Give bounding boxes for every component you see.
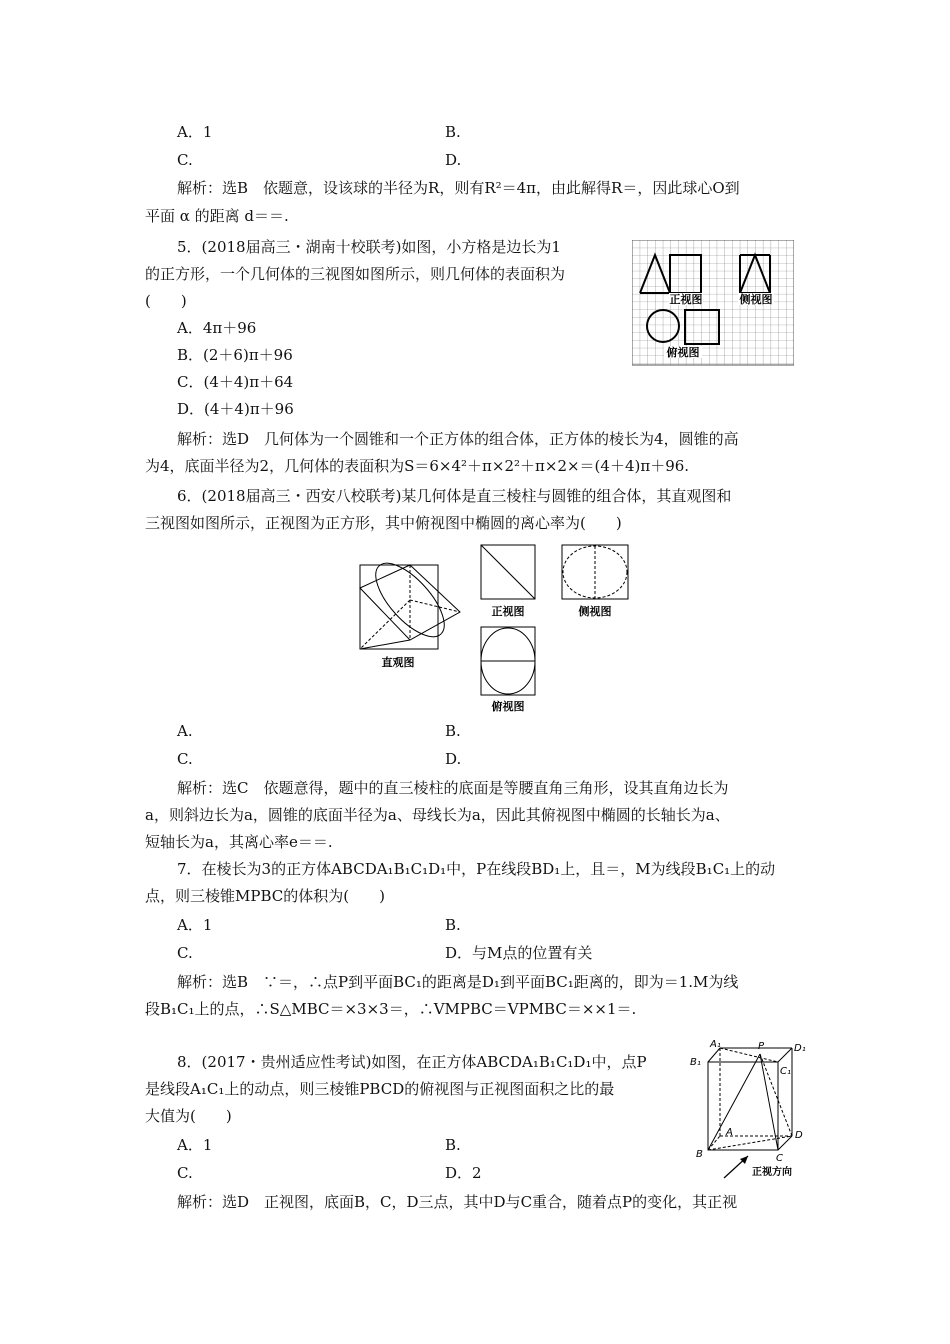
q6-option-a: A. [177, 722, 193, 740]
q8-solution-line1: 解析：选D 正视图，底面B，C，D三点，其中D与C重合，随着点P的变化，其正视 [177, 1193, 738, 1211]
q5-three-view-grid-figure [632, 240, 794, 368]
q6-stem-line1: 6．(2018届高三・西安八校联考)某几何体是直三棱柱与圆锥的组合体，其直观图和 [177, 487, 732, 505]
q6-top-view-label: 俯视图 [491, 700, 525, 713]
q8-option-a: A．1 [177, 1136, 213, 1154]
q4-option-c: C. [177, 151, 193, 169]
q5-stem-line2: 的正方形，一个几何体的三视图如图所示，则几何体的表面积为 [145, 265, 566, 283]
q7-option-d: D．与M点的位置有关 [445, 944, 593, 962]
q5-option-c: C．(4＋4)π＋64 [177, 373, 294, 391]
q6-direct-view [360, 552, 460, 649]
q5-stem-line3: ( ) [145, 292, 187, 310]
q4-solution-line2: 平面 α 的距离 d＝＝. [145, 207, 289, 225]
q8-option-c: C. [177, 1164, 193, 1182]
q6-front-view-label: 正视图 [491, 605, 525, 618]
q8-label-C1: C₁ [780, 1066, 791, 1077]
q5-solution-line1: 解析：选D 几何体为一个圆锥和一个正方体的组合体，正方体的棱长为4，圆锥的高 [177, 430, 739, 448]
q4-option-a: A．1 [177, 123, 213, 141]
q6-stem-line2: 三视图如图所示，正视图为正方形，其中俯视图中椭圆的离心率为( ) [145, 514, 622, 532]
q4-option-d: D. [445, 151, 462, 169]
q5-option-a: A．4π＋96 [177, 319, 257, 337]
q6-option-d: D. [445, 750, 462, 768]
q5-top-view-label: 俯视图 [666, 346, 700, 359]
q8-option-b: B. [445, 1136, 461, 1154]
q7-stem-line1: 7．在棱长为3的正方体ABCDA₁B₁C₁D₁中，P在线段BD₁上，且＝，M为线段B₁C₁上的动 [177, 860, 776, 878]
q7-solution-line1: 解析：选B ∵＝，∴点P到平面BC₁的距离是D₁到平面BC₁距离的，即为＝1.M为线 [177, 973, 739, 991]
q8-stem-line2: 是线段A₁C₁上的动点，则三棱锥PBCD的俯视图与正视图面积之比的最 [145, 1080, 615, 1098]
q8-label-B1: B₁ [690, 1057, 701, 1068]
q4-option-b: B. [445, 123, 461, 141]
q8-stem-line1: 8．(2017・贵州适应性考试)如图，在正方体ABCDA₁B₁C₁D₁中，点P [177, 1053, 647, 1071]
q8-stem-line3: 大值为( ) [145, 1107, 232, 1125]
q7-solution-line2: 段B₁C₁上的点，∴S△MBC＝×3×3＝，∴VMPBC＝VPMBC＝××1＝. [145, 1000, 637, 1018]
q7-option-b: B. [445, 916, 461, 934]
q5-stem-line1: 5．(2018届高三・湖南十校联考)如图，小方格是边长为1 [177, 238, 561, 256]
q5-front-view-label: 正视图 [669, 293, 703, 306]
q6-direct-view-label: 直观图 [381, 656, 415, 669]
q7-option-a: A．1 [177, 916, 213, 934]
q8-label-A1: A₁ [710, 1040, 721, 1050]
q7-option-c: C. [177, 944, 193, 962]
q5-solution-line2: 为4，底面半径为2，几何体的表面积为S＝6×4²＋π×2²＋π×2×＝(4＋4)π＋96. [145, 457, 690, 475]
q8-label-D: D [795, 1130, 803, 1141]
q6-solution-line2: a，则斜边长为a，圆锥的底面半径为a、母线长为a，因此其俯视图中椭圆的长轴长为a、 [145, 806, 730, 824]
q8-label-D1: D₁ [794, 1043, 806, 1054]
q6-side-view-label: 侧视图 [578, 605, 612, 618]
q8-label-C: C [776, 1153, 783, 1164]
q5-side-view-label: 侧视图 [739, 293, 773, 306]
q5-option-d: D．(4＋4)π＋96 [177, 400, 294, 418]
q6-solution-line1: 解析：选C 依题意得，题中的直三棱柱的底面是等腰直角三角形，设其直角边长为 [177, 779, 729, 797]
q8-label-B: B [696, 1149, 703, 1160]
q7-stem-line2: 点，则三棱锥MPBC的体积为( ) [145, 887, 385, 905]
q8-option-d: D．2 [445, 1164, 482, 1182]
q4-solution-line1: 解析：选B 依题意，设该球的半径为R，则有R²＝4π，由此解得R＝，因此球心O到 [177, 179, 740, 197]
q8-label-P: P [758, 1041, 765, 1052]
q6-solution-line3: 短轴长为a，其离心率e＝＝. [145, 833, 333, 851]
q6-option-c: C. [177, 750, 193, 768]
q8-direction-label: 正视方向 [752, 1167, 792, 1178]
q8-label-A: A [726, 1127, 733, 1138]
q8-cube-figure [688, 1040, 816, 1182]
q6-option-b: B. [445, 722, 461, 740]
q5-option-b: B．(2＋6)π＋96 [177, 346, 293, 364]
q6-figures [350, 540, 640, 718]
